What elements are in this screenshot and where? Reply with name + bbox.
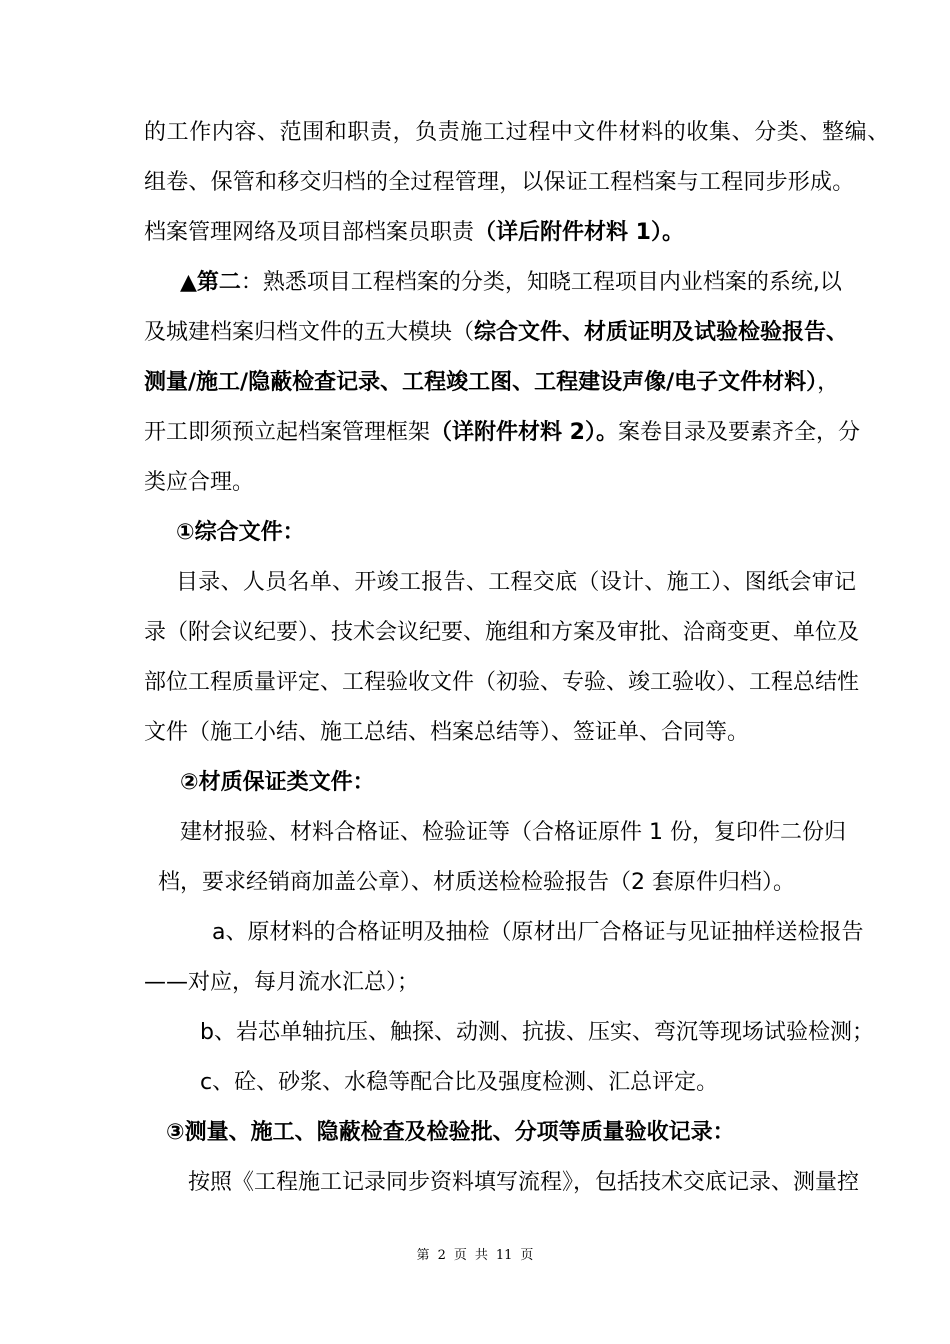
paragraph-line (144, 419, 860, 447)
footer-word: 第 (416, 1248, 430, 1263)
paragraph-text: 案卷目录及要素齐全，分 (617, 420, 860, 445)
paragraph-line: 建材报验、材料合格证、检验证等（合格证原件 1 份，复印件二份归 (180, 820, 846, 845)
attachment-reference: （详附件材料 2）。 (430, 420, 618, 445)
list-item: a、原材料的合格证明及抽检（原材出厂合格证与见证抽样送检报告 (212, 920, 864, 945)
section-heading: ③测量、施工、隐蔽检查及检验批、分项等质量验收记录： (166, 1120, 735, 1145)
footer-word: 页 (520, 1248, 534, 1263)
attachment-reference: （详后附件材料 1）。 (474, 220, 684, 245)
section-heading: ②材质保证类文件： (180, 770, 375, 795)
paragraph-text: 开工即须预立起档案管理框架 (144, 420, 431, 445)
list-item: c、砼、砂浆、水稳等配合比及强度检测、汇总评定。 (200, 1070, 719, 1095)
paragraph-line: 按照《工程施工记录同步资料填写流程》，包括技术交底记录、测量控 (188, 1170, 860, 1195)
paragraph-text: 档案管理网络及项目部档案员职责 (144, 220, 475, 245)
module-list: 综合文件、材质证明及试验检验报告、 (474, 320, 849, 345)
paragraph-line: 文件（施工小结、施工总结、档案总结等）、签证单、合同等。 (144, 720, 750, 745)
paragraph-line: 部位工程质量评定、工程验收文件（初验、专验、竣工验收）、工程总结性 (144, 670, 860, 695)
paragraph-line (144, 219, 684, 247)
section-marker: ▲第二 (180, 270, 241, 295)
paragraph-line (144, 319, 848, 347)
list-item: b、岩芯单轴抗压、触探、动测、抗拔、压实、弯沉等现场试验检测； (200, 1020, 874, 1045)
paragraph-line (180, 269, 842, 297)
total-pages: 11 (495, 1248, 513, 1263)
paragraph-line: 的工作内容、范围和职责，负责施工过程中文件材料的收集、分类、整编、 (144, 120, 890, 145)
footer-word: 共 (474, 1248, 488, 1263)
paragraph-text: ， (817, 370, 840, 395)
paragraph-line: 目录、人员名单、开竣工报告、工程交底（设计、施工）、图纸会审记 (176, 570, 857, 595)
paragraph-line: 档，要求经销商加盖公章）、材质送检检验报告（2 套原件归档）。 (158, 870, 795, 895)
page-footer (0, 1247, 950, 1265)
paragraph-text: ：熟悉项目工程档案的分类，知晓工程项目内业档案的系统,以 (240, 270, 842, 295)
paragraph-line: 类应合理。 (144, 470, 255, 495)
section-heading: ①综合文件： (176, 520, 305, 545)
list-item-continuation: ——对应，每月流水汇总）； (144, 970, 420, 995)
page-number: 2 (437, 1248, 446, 1263)
paragraph-line: 组卷、保管和移交归档的全过程管理，以保证工程档案与工程同步形成。 (144, 170, 855, 195)
paragraph-line: 录（附会议纪要）、技术会议纪要、施组和方案及审批、洽商变更、单位及 (144, 620, 860, 645)
paragraph-line (144, 369, 839, 397)
paragraph-text: 及城建档案归档文件的五大模块（ (144, 320, 475, 345)
module-list: 测量/施工/隐蔽检查记录、工程竣工图、工程建设声像/电子文件材料） (144, 370, 818, 395)
footer-word: 页 (453, 1248, 467, 1263)
